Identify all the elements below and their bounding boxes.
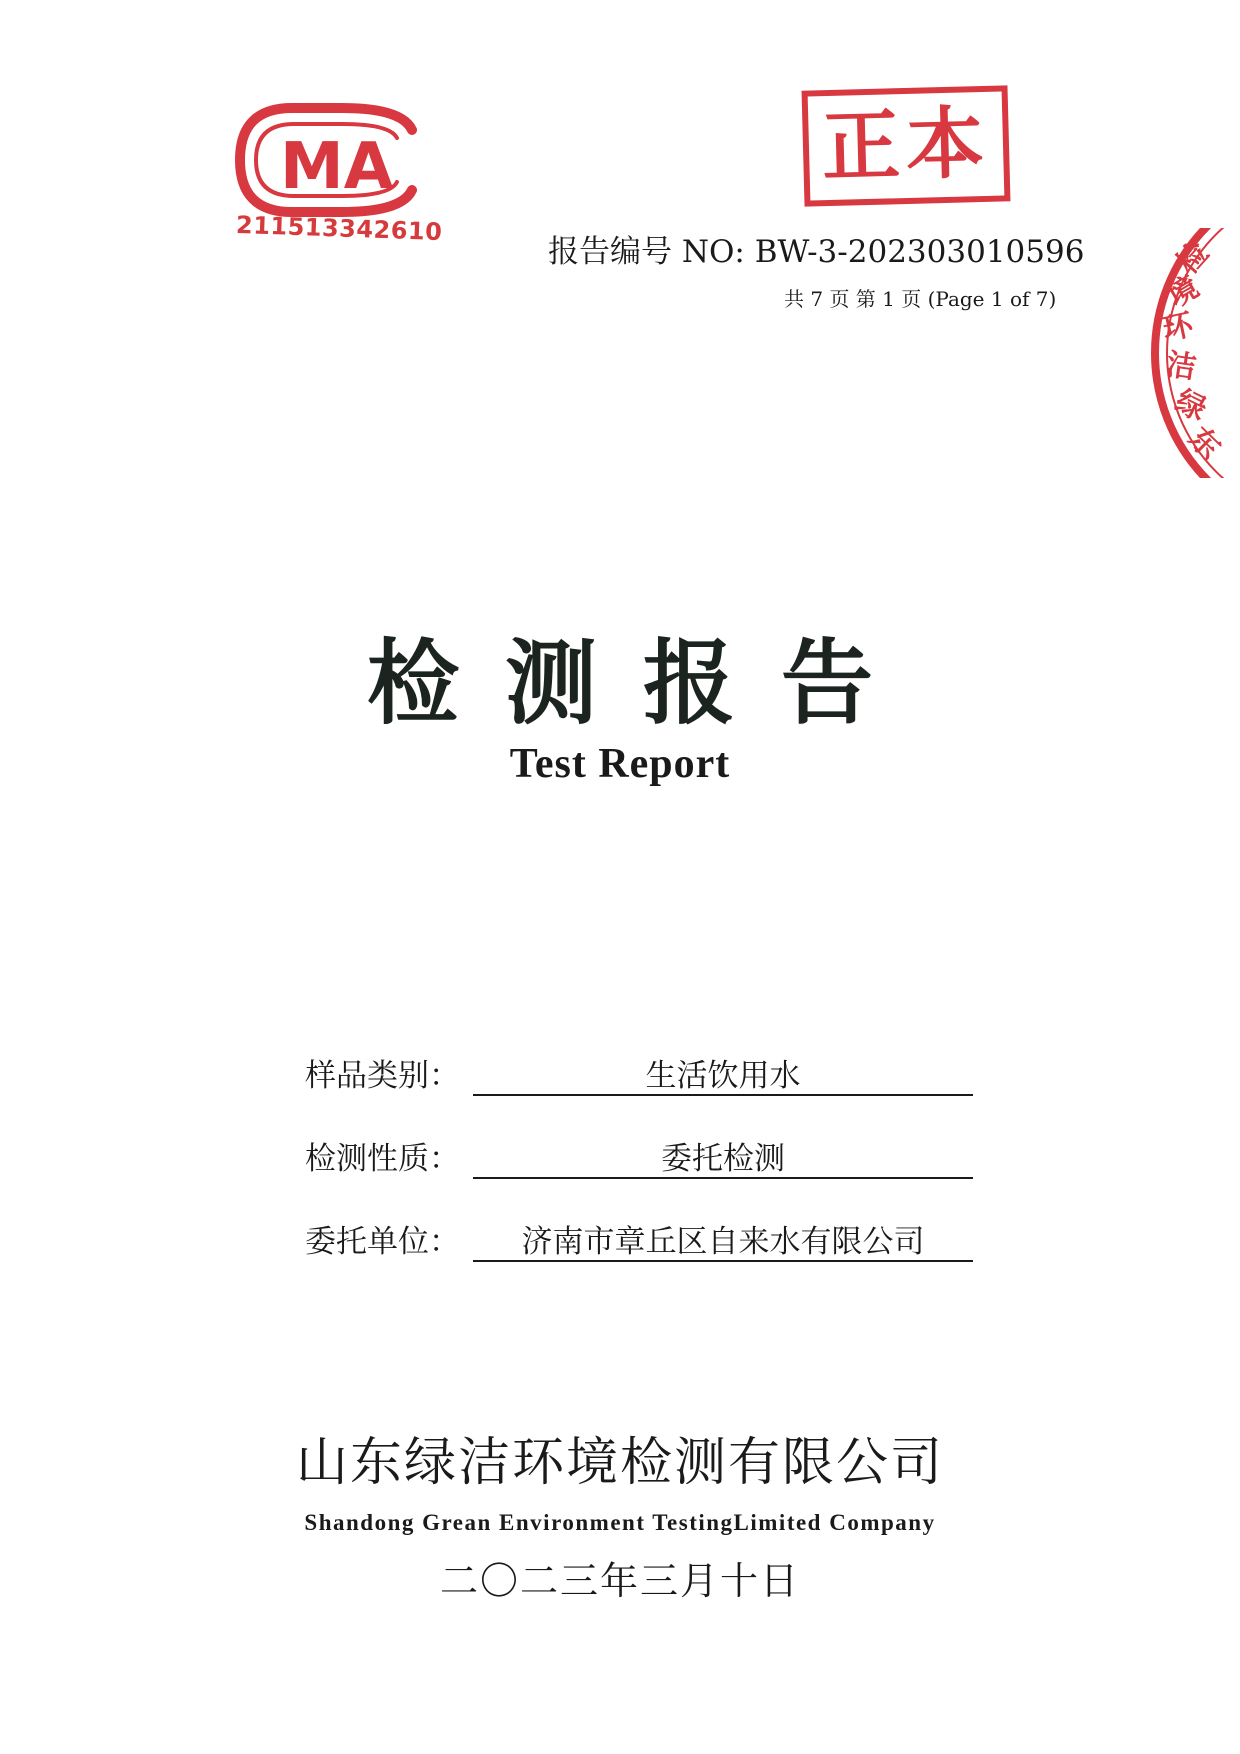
report-date: 二〇二三年三月十日 bbox=[439, 1559, 800, 1603]
company-name-en: Shandong Grean Environment TestingLimited Company bbox=[304, 1510, 936, 1535]
svg-text:检: 检 bbox=[1169, 235, 1217, 282]
svg-text:绿: 绿 bbox=[1169, 383, 1212, 429]
report-title-en: Test Report bbox=[509, 741, 731, 787]
field-label: 委托单位： bbox=[305, 1224, 460, 1260]
svg-text:东: 东 bbox=[1181, 420, 1228, 467]
svg-text:环: 环 bbox=[1159, 307, 1197, 348]
cma-logo-icon bbox=[232, 100, 432, 230]
cma-certificate-number: 211513342610 bbox=[235, 210, 443, 247]
field-sample-category bbox=[305, 1050, 985, 1100]
report-title-zh: 检测报告 bbox=[366, 629, 919, 737]
cma-stamp-text: MA bbox=[280, 130, 394, 204]
field-label: 样品类别： bbox=[305, 1058, 460, 1094]
field-client bbox=[305, 1216, 985, 1266]
company-name-zh: 山东绿洁环境检测有限公司 bbox=[295, 1433, 944, 1493]
company-seal-icon bbox=[1135, 228, 1240, 478]
svg-text:境: 境 bbox=[1161, 269, 1205, 315]
field-test-nature bbox=[305, 1133, 985, 1183]
field-label: 检测性质： bbox=[305, 1141, 460, 1177]
field-value: 生活饮用水 bbox=[473, 1050, 973, 1096]
original-copy-stamp: 正本 bbox=[802, 85, 1011, 206]
field-value: 济南市章丘区自来水有限公司 bbox=[473, 1216, 973, 1262]
report-number: 报告编号 NO: BW-3-202303010596 bbox=[548, 234, 1085, 270]
field-value: 委托检测 bbox=[473, 1133, 973, 1179]
page-info: 共 7 页 第 1 页 (Page 1 of 7) bbox=[784, 287, 1057, 311]
company-seal bbox=[1135, 228, 1240, 478]
svg-text:洁: 洁 bbox=[1163, 347, 1199, 387]
